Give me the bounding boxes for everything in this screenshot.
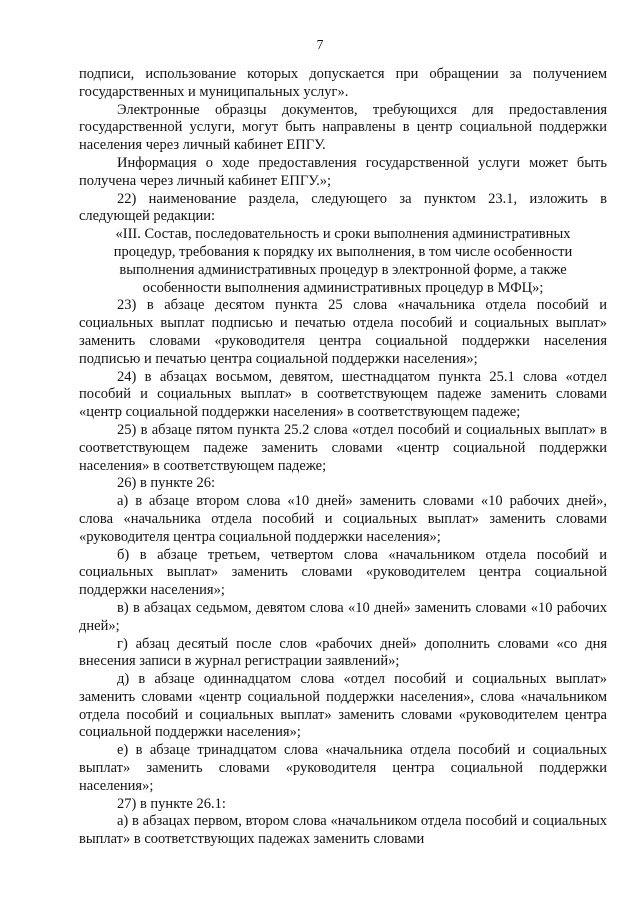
paragraph-item-26-d: д) в абзаце одиннадцатом слова «отдел пособий и социальных выплат» заменить словами «центр социальной поддержки населения», слова «начальником отдела пособий и социальных выплат» заменить словами «руководителем центра социальной поддержки населения»; [79, 671, 607, 741]
paragraph-item-22: 22) наименование раздела, следующего за пунктом 23.1, изложить в следующей редакции: [79, 190, 607, 225]
paragraph-item-24: 24) в абзацах восьмом, девятом, шестнадцатом пункта 25.1 слова «отдел пособий и социальных выплат» в соответствующем падеже заменить словами «центр социальной поддержки населения» в соответствующем падеже; [79, 368, 607, 421]
document-body [79, 66, 607, 849]
paragraph-item-23: 23) в абзаце десятом пункта 25 слова «начальника отдела пособий и социальных выплат подписью и печатью отдела пособий и социальных выплат» заменить словами «руководителя центра социальной поддержки населения подписью и печатью центра социальной поддержки населения»; [79, 297, 607, 367]
paragraph-electronic-samples: Электронные образцы документов, требующихся для предоставления государственной услуги, могут быть направлены в центр социальной поддержки населения через личный кабинет ЕПГУ. [79, 101, 607, 154]
paragraph-item-27: 27) в пункте 26.1: [117, 795, 226, 812]
paragraph-item-27-a: а) в абзацах первом, втором слова «начальником отдела пособий и социальных выплат» в соответствующих падежах заменить словами [79, 813, 607, 848]
paragraph-item-26-b: б) в абзаце третьем, четвертом слова «начальником отдела пособий и социальных выплат» заменить словами «руководителем центра социальной поддержки населения»; [79, 546, 607, 599]
paragraph-item-26-v: в) в абзацах седьмом, девятом слова «10 дней» заменить словами «10 рабочих дней»; [79, 599, 607, 634]
page-number: 7 [316, 37, 324, 52]
paragraph-signature-continuation: подписи, использование которых допускается при обращении за получением государственных и муниципальных услуг». [79, 66, 607, 100]
paragraph-progress-info: Информация о ходе предоставления государственной услуги может быть получена через личный кабинет ЕПГУ.»; [79, 154, 607, 189]
paragraph-item-26-a: а) в абзаце втором слова «10 дней» заменить словами «10 рабочих дней», слова «начальника отдела пособий и социальных выплат» заменить словами «руководителя центра социальной поддержки населения»; [79, 493, 607, 545]
paragraph-item-26: 26) в пункте 26: [117, 475, 215, 492]
paragraph-item-26-e: е) в абзаце тринадцатом слова «начальника отдела пособий и социальных выплат» заменить словами «руководителя центра социальной поддержки населения»; [79, 742, 607, 794]
paragraph-item-26-g: г) абзац десятый после слов «рабочих дней» дополнить словами «со дня внесения записи в журнал регистрации заявлений»; [79, 635, 607, 670]
section-heading-iii: «III. Состав, последовательность и сроки выполнения административных процедур, требования к порядку их выполнения, в том числе особенности выполнения административных процедур в электронной форме, а также особенности выполнения административных процедур в МФЦ»; [113, 226, 573, 296]
paragraph-item-25: 25) в абзаце пятом пункта 25.2 слова «отдел пособий и социальных выплат» в соответствующем падеже заменить словами «центр социальной поддержки населения» в соответствующем падеже; [79, 421, 607, 474]
